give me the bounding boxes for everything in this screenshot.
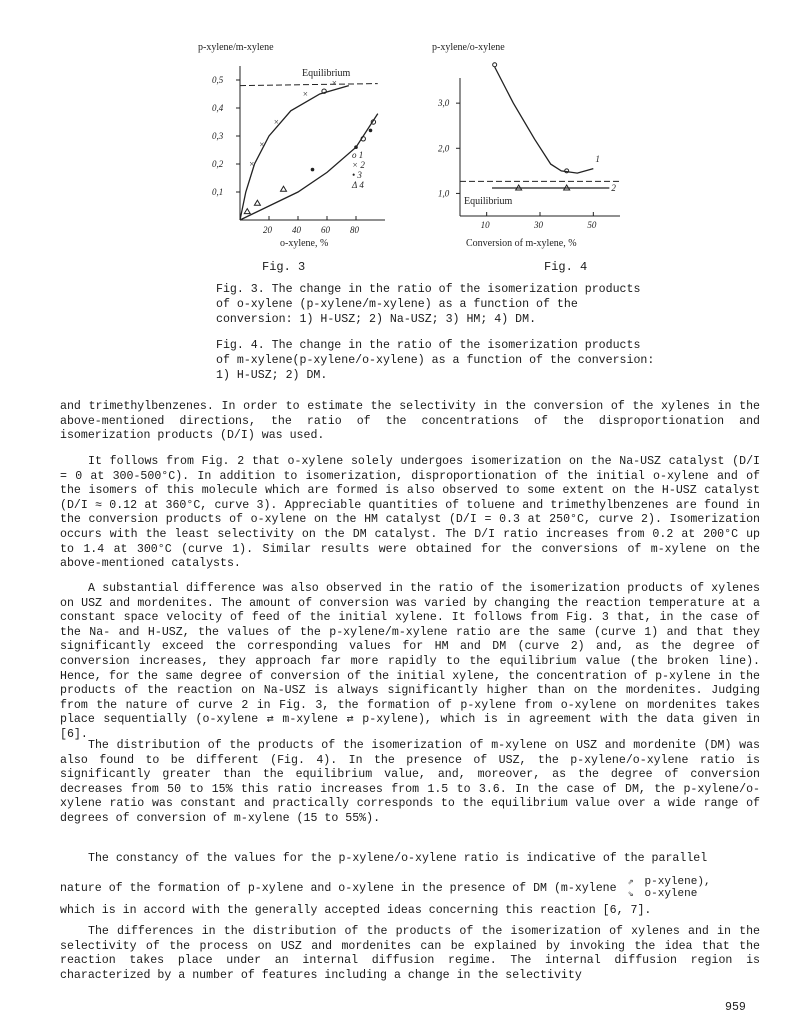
fig3-chart [180,38,410,258]
fig4-point-series-1 [493,63,497,67]
fig3-equilibrium-line [240,84,378,86]
body-paragraph-5-text: nature of the formation of p-xylene and o-xylene in the presence of DM (m-xylene [60,882,617,896]
fig3-x-tick-label: 20 [263,225,272,235]
fig3-name: Fig. 3 [262,260,306,274]
fig3-y-tick-label: 0,1 [212,187,224,197]
fig4-caption: Fig. 4. The change in the ratio of the isomerization products of m-xylene(p-xylene/o-xylene) as a function of the conversion: 1) H-USZ; 2) DM. [216,339,655,382]
fig4-x-tick-label: 10 [480,220,490,230]
fig4-equilibrium-label: Equilibrium [464,196,513,207]
fig3-curve-1 [240,86,349,220]
reaction-product-top: p-xylene [644,876,698,888]
fig3-legend-entry-2: × 2 [352,160,365,170]
fig3-y-tick-label: 0,2 [212,159,224,169]
fig3-y-tick-label: 0,5 [212,75,224,85]
fig4-series-1-label: 1 [595,153,600,164]
fig3-y-tick-label: 0,4 [212,103,224,113]
fig3-legend-entry-4: Δ 4 [352,180,364,190]
fig3-x-tick-label: 40 [292,225,301,235]
body-paragraph-5-line-2 [60,876,780,900]
fig3-point-series-2: × [248,159,255,169]
fig4-xlabel: Conversion of m-xylene, % [466,238,577,249]
fig3-legend-entry-3: • 3 [352,170,362,180]
fig3-point-series-3 [354,145,358,149]
body-paragraph-5-line-3: which is in accord with the generally accepted ideas concerning this reaction [6, 7]. [60,904,652,917]
fig3-point-series-2: × [258,139,265,150]
fig3-legend-entry-1: o 1 [352,150,364,160]
fig4-x-tick-label: 30 [534,220,543,230]
fig4-series-1-line [495,67,594,173]
fig3-y-tick-label: 0,3 [212,131,224,141]
fig3-point-series-4 [281,186,287,191]
fig4-name: Fig. 4 [544,260,588,274]
fig4-x-tick-label: 50 [587,220,597,230]
fig3-point-series-2: × [302,89,309,99]
fig3-point-series-2: × [331,77,338,88]
fig4-y-tick-label: 1,0 [438,188,450,199]
reaction-product-bottom: o-xylene [644,888,698,900]
fig3-xlabel: o-xylene, % [280,238,329,249]
fig4-ylabel: p-xylene/o-xylene [432,42,505,53]
body-paragraph-1: and trimethylbenzenes. In order to estimate the selectivity in the conversion of the xylenes in the above-mentioned directions, the ratio of the concentrations of the disproportionation and isomerization products (D/I) was used. [60,400,760,443]
body-paragraph-4: The distribution of the products of the isomerization of m-xylene on USZ and mordenite (DM) was also found to be different (Fig. 4). In the presence of USZ, the p-xylene/o-xylene ratio is significantly greater than the equilibrium value, and, moreover, as the degree of conversion decreases from 50 to 15% this ratio increases from 1.5 to 3.6. In the case of DM, the p-xylene/o-xylene ratio was constant and practically corresponds to the equilibrium value over a wide range of degrees of conversion of m-xylene (15 to 55%). [60,739,760,825]
fig3-x-tick-label: 80 [350,225,359,235]
fig3-point-series-2: × [273,117,280,127]
fig4-y-tick-label: 3,0 [438,98,450,109]
fig4-series-2-label: 2 [611,183,616,194]
fig3-caption: Fig. 3. The change in the ratio of the isomerization products of o-xylene (p-xylene/m-xylene) as a function of the conversion: 1) H-USZ; 2) Na-USZ; 3) HM; 4) DM. [216,283,641,326]
body-paragraph-5-line-1: The constancy of the values for the p-xylene/o-xylene ratio is indicative of the parallel [88,852,708,865]
body-paragraph-3: A substantial difference was also observed in the ratio of the isomerization products of xylenes on USZ and mordenites. The amount of conversion was varied by changing the reaction temperature at a constant space velocity of feed of the initial xylene. It follows from Fig. 3 that, in the case of the Na- and H-USZ, the values of the p-xylene/m-xylene ratio are the same (curve 1) and that they significantly exceed the corresponding values for HM and DM (curve 2) and, as the degree of conversion increases, they approach far more rapidly to the equilibrium value (the broken line). Hence, for the same degree of conversion of the initial xylene, the concentration of p-xylene in the products of the reaction on Na-USZ is always significantly higher than on the mordenites. Judging from the nature of curve 2 in Fig. 3, the formation of p-xylene from o-xylene on mordenites takes place sequentially (o-xylene ⇄ m-xylene ⇄ p-xylene), which is in agreement with the data given in [6]. [60,582,760,741]
parallel-arrows: ⇗ ⇘ [627,877,634,900]
page-number: 959 [725,1001,746,1014]
fig3-point-series-3 [311,168,315,172]
reaction-products: p-xylene), o-xylene [644,876,711,900]
fig3-ylabel: p-xylene/m-xylene [198,42,274,53]
fig3-equilibrium-label: Equilibrium [302,68,351,79]
fig4-y-tick-label: 2,0 [438,143,450,154]
fig3-point-series-3 [369,129,373,133]
fig3-point-series-4 [244,209,250,214]
body-paragraph-2: It follows from Fig. 2 that o-xylene solely undergoes isomerization on the Na-USZ catalyst (D/I = 0 at 300-500°C). In addition to isomerization, disproportionation of the initial o-xylene and of the isomers of this molecule which are formed is also observed to some extent on the H-USZ catalyst (D/I ≈ 0.12 at 360°C, curve 3). Appreciable quantities of toluene and trimethylbenzenes are found in the conversion products of o-xylene on the HM catalyst (D/I = 0.3 at 250°C, curve 2). Isomerization occurs with the least selectivity on the DM catalyst. The D/I ratio increases from 0.2 at 200°C up to 1.4 at 300°C (curve 1). Similar results were obtained for the conversions of m-xylene on the above-mentioned catalysts. [60,455,760,571]
fig3-x-tick-label: 60 [321,225,330,235]
body-paragraph-6: The differences in the distribution of the products of the isomerization of xylenes and in the selectivity of the process on USZ and mordenites can be explained by invoking the idea that the reaction takes place under an internal diffusion regime. The internal diffusion region is characterized by a number of features including a change in the selectivity [60,925,760,982]
fig3-point-series-4 [254,200,260,205]
fig4-chart [420,38,650,258]
